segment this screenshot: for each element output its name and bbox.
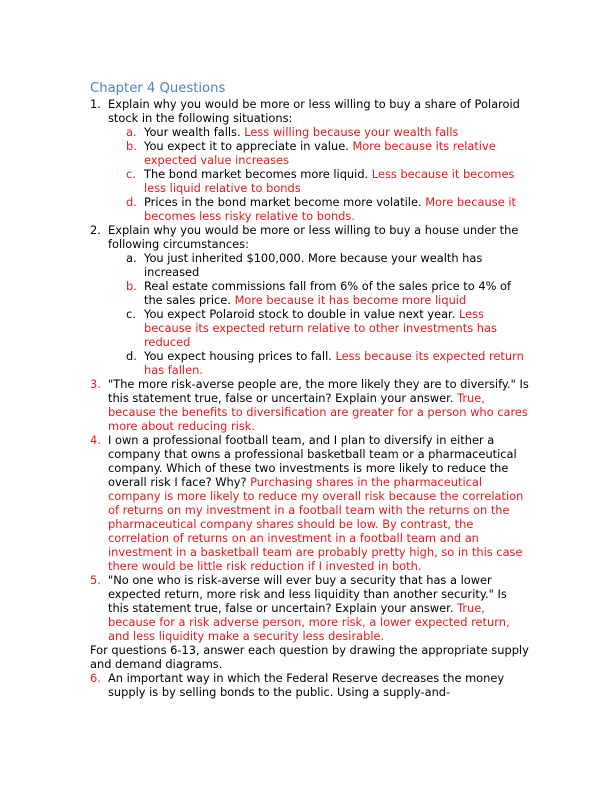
question-text: An important way in which the Federal Reserve decreases the money supply is by selling bonds to the public. Using a supply-and- [108, 671, 505, 699]
item-answer: Less because it becomes less liquid relative to bonds [144, 167, 515, 195]
item-text: You expect it to appreciate in value. [144, 139, 349, 153]
item-text: Your wealth falls. [144, 125, 241, 139]
question-4 [90, 433, 530, 573]
question-text: "The more risk-averse people are, the more likely they are to diversify." Is this statement true, false or uncertain? Explain your answer. [108, 377, 529, 405]
question-number: 6. [90, 671, 101, 685]
question-answer: Purchasing shares in the pharmaceutical company is more likely to reduce my overall risk because the correlation of returns on my investment in a football team with the returns on the pharmaceutical company shares should be low. By contrast, the correlation of returns on an investment in a football team and an investment in a basketball team are probably pretty high, so in this case there would be little risk reduction if I invested in both. [108, 475, 524, 573]
item-letter: c. [126, 307, 136, 321]
item-text: You expect housing prices to fall. [144, 349, 332, 363]
item-letter: d. [126, 349, 137, 363]
question-1-item-d [90, 195, 530, 223]
item-answer: Less because its expected return relative to other investments has reduced [144, 307, 497, 349]
item-letter: d. [126, 195, 137, 209]
question-5 [90, 573, 530, 643]
question-1 [90, 97, 530, 125]
item-text: The bond market becomes more liquid. [144, 167, 369, 181]
item-answer: More because its relative expected value increases [144, 139, 496, 167]
item-text: You expect Polaroid stock to double in value next year. [144, 307, 456, 321]
item-letter: c. [126, 167, 136, 181]
question-2-item-a [90, 251, 530, 279]
question-2-item-d [90, 349, 530, 377]
item-letter: a. [126, 125, 137, 139]
question-number: 1. [90, 97, 101, 111]
item-text: Prices in the bond market become more volatile. [144, 195, 422, 209]
question-number: 5. [90, 573, 101, 587]
question-number: 4. [90, 433, 101, 447]
question-text: Explain why you would be more or less willing to buy a house under the following circumstances: [108, 223, 519, 251]
instructions-text: For questions 6-13, answer each question by drawing the appropriate supply and demand diagrams. [90, 643, 529, 671]
question-2-item-b [90, 279, 530, 307]
chapter-title: Chapter 4 Questions [90, 81, 226, 96]
item-letter: b. [126, 139, 137, 153]
question-3 [90, 377, 530, 433]
question-answer: True, because for a risk adverse person, more risk, a lower expected return, and less liquidity make a security less desirable. [108, 601, 510, 643]
question-text: "No one who is risk-averse will ever buy a security that has a lower expected return, more risk and less liquidity than another security." Is this statement true, false or uncertain? Explain your answer. [108, 573, 507, 615]
question-1-item-a [90, 125, 530, 139]
question-number: 2. [90, 223, 101, 237]
question-2 [90, 223, 530, 251]
document-page [90, 80, 530, 699]
item-answer: More because it has become more liquid [234, 293, 467, 307]
question-6 [90, 671, 530, 699]
question-text: Explain why you would be more or less willing to buy a share of Polaroid stock in the following situations: [108, 97, 520, 125]
question-1-item-b [90, 139, 530, 167]
item-answer: Less willing because your wealth falls [244, 125, 459, 139]
question-text: I own a professional football team, and I plan to diversify in either a company that owns a professional basketball team or a pharmaceutical company. Which of these two investments is more likely to reduce the overall risk I face? Why? [108, 433, 517, 489]
item-answer: Less because its expected return has fallen. [144, 349, 524, 377]
item-text: You just inherited $100,000. More because your wealth has increased [144, 251, 483, 279]
question-1-item-c [90, 167, 530, 195]
item-letter: b. [126, 279, 137, 293]
question-number: 3. [90, 377, 101, 391]
question-answer: True, because the benefits to diversification are greater for a person who cares more about reducing risk. [108, 391, 528, 433]
item-letter: a. [126, 251, 137, 265]
question-2-item-c [90, 307, 530, 349]
item-text: Real estate commissions fall from 6% of the sales price to 4% of the sales price. [144, 279, 512, 307]
item-answer: More because it becomes less risky relative to bonds. [144, 195, 516, 223]
